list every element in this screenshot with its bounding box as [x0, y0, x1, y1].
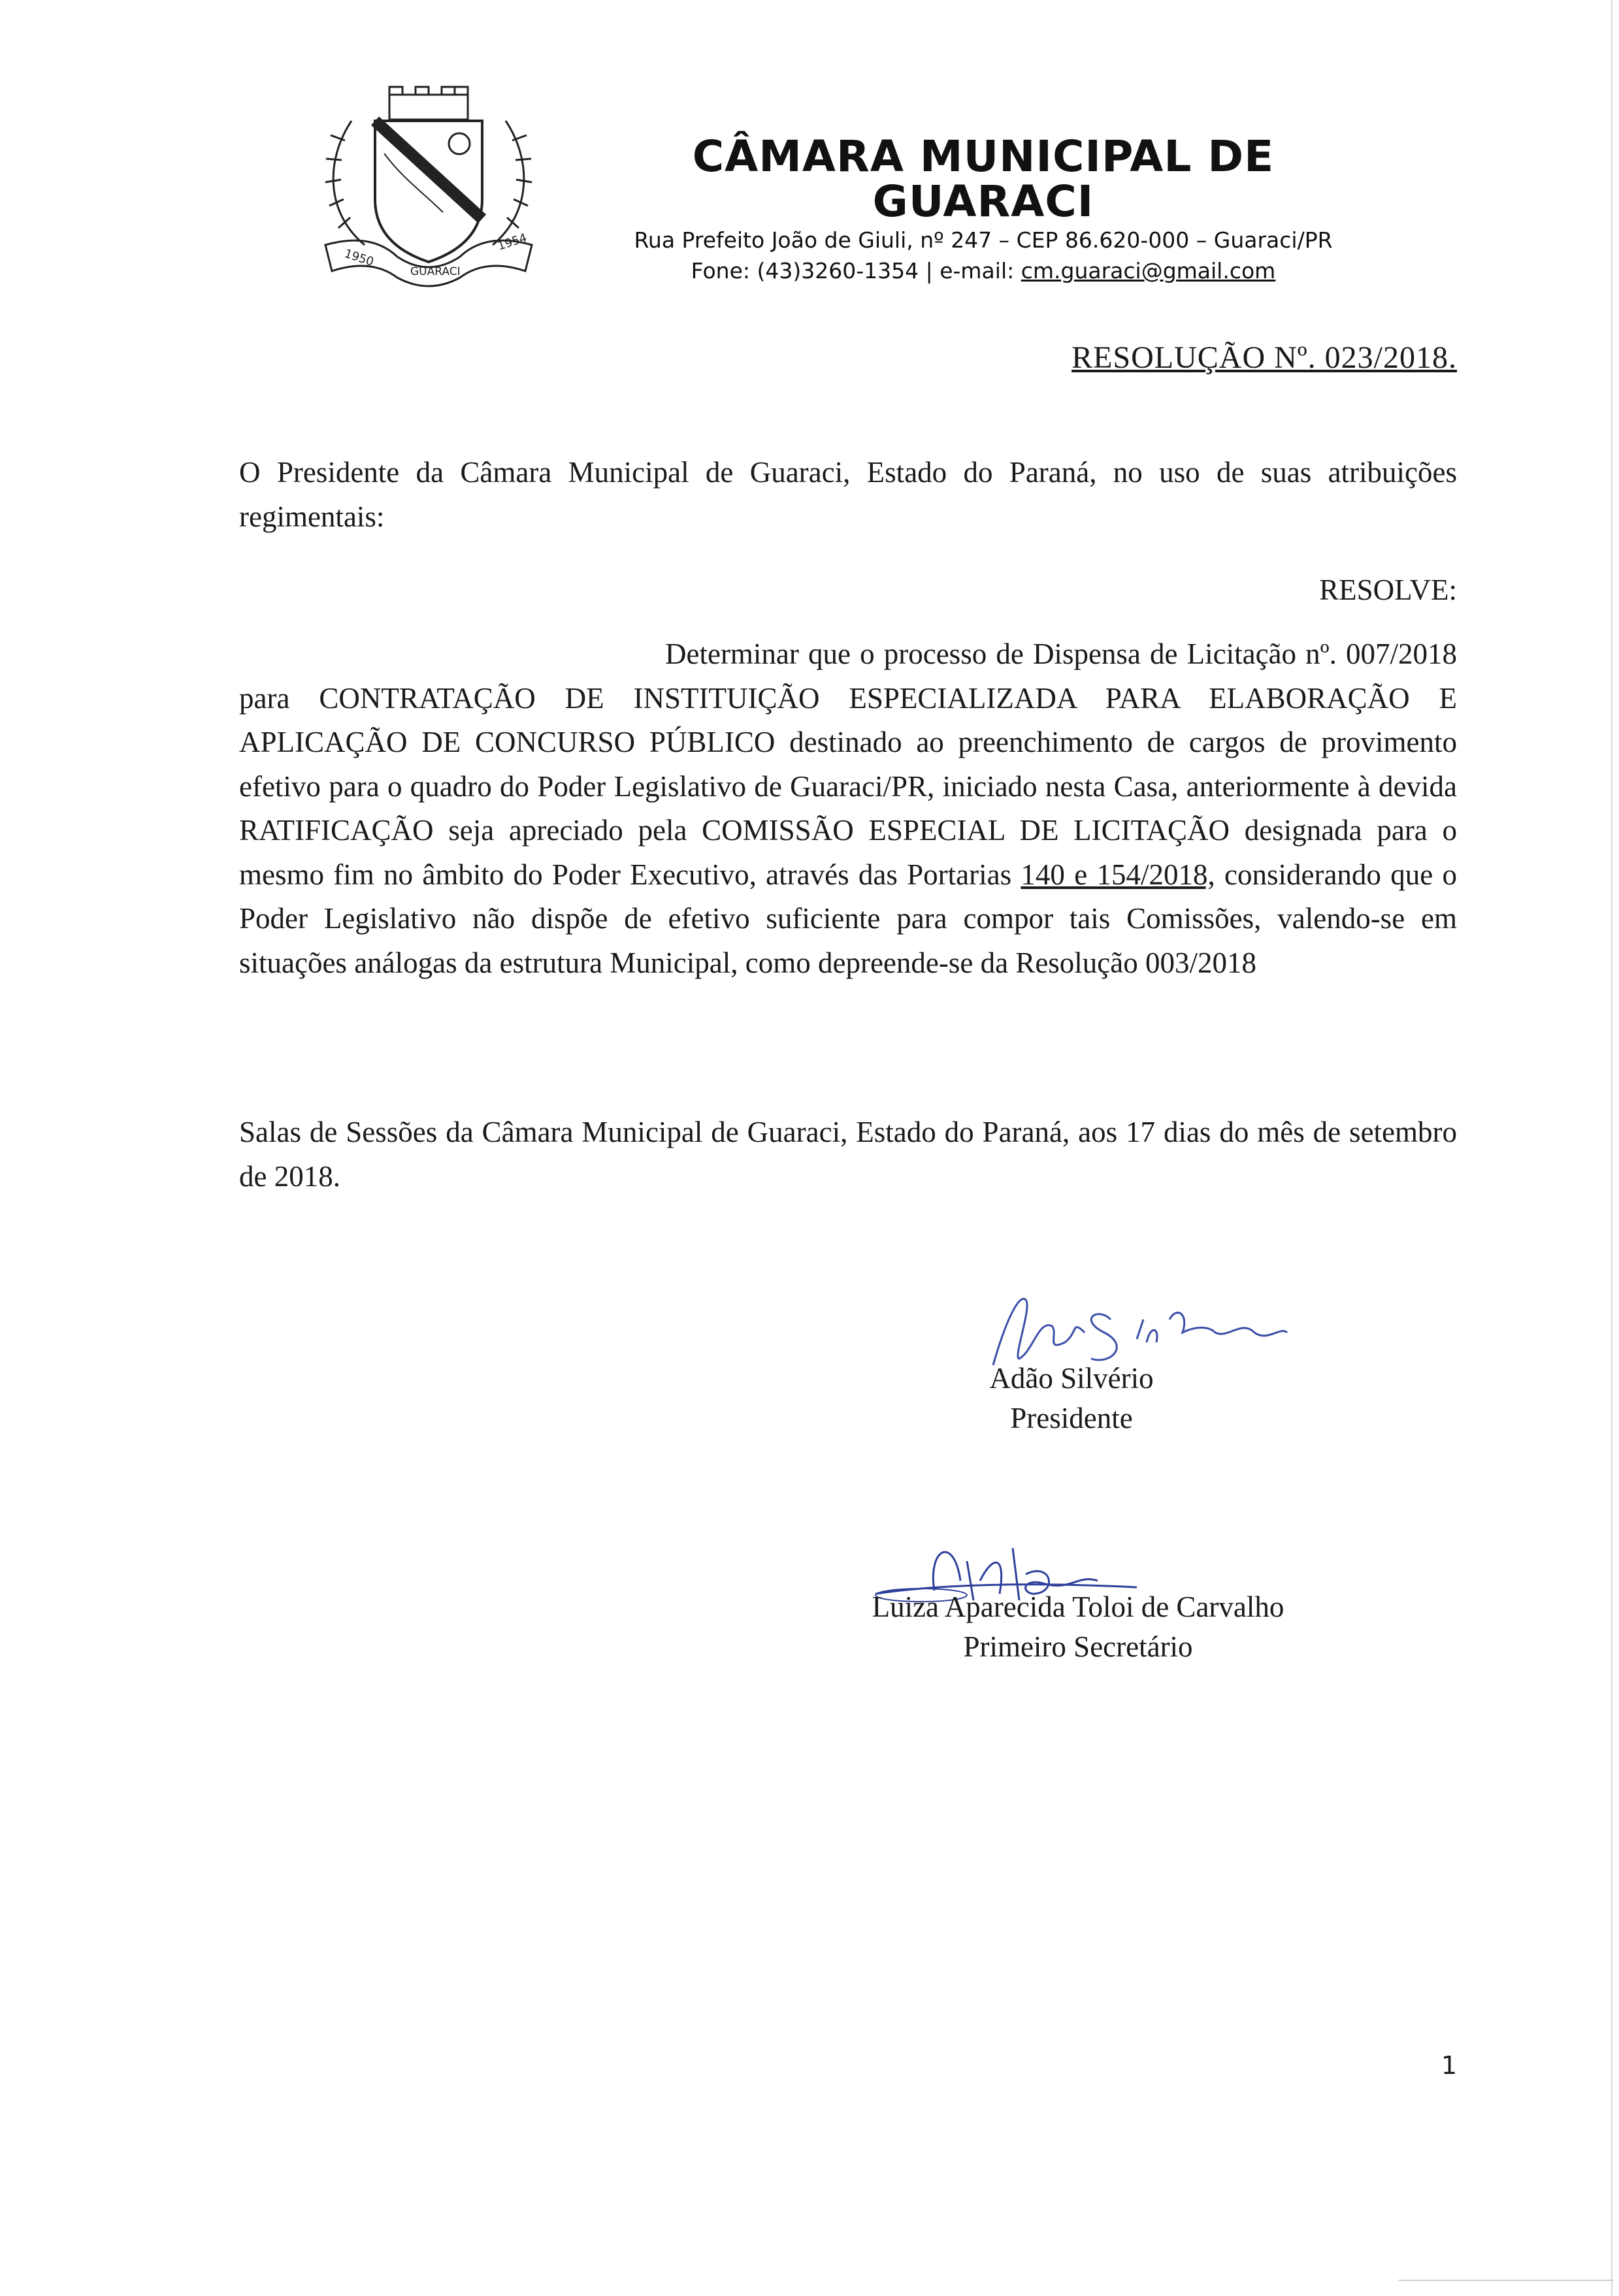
org-name: CÂMARA MUNICIPAL DE GUARACI — [692, 131, 1275, 227]
secretary-role: Primeiro Secretário — [963, 1630, 1193, 1663]
secretary-signature-block — [836, 1587, 1320, 1667]
president-name: Adão Silvério — [989, 1362, 1154, 1395]
intro-paragraph: O Presidente da Câmara Municipal de Guaraci, Estado do Paraná, no uso de suas atribuições regimentais: — [239, 456, 1457, 533]
letterhead — [575, 131, 1392, 287]
resolve-label: RESOLVE: — [1319, 574, 1457, 606]
secretary-name: Luiza Aparecida Toloi de Carvalho — [872, 1591, 1284, 1623]
coat-of-arms-icon — [312, 82, 545, 295]
portarias-reference: 140 e 154/2018, — [1021, 858, 1215, 891]
president-role: Presidente — [1010, 1401, 1133, 1434]
crest-banner-text: GUARACI — [410, 265, 461, 278]
org-address: Rua Prefeito João de Giuli, nº 247 – CEP 86.620-000 – Guaraci/PR — [634, 227, 1333, 253]
president-signature-block — [941, 1359, 1202, 1438]
main-text-part2: considerando que o Poder Legislativo não dispõe de efetivo suficiente para compor tais Comissões, valendo-se em situações análogas da estrutura Municipal, como depreende-se da Resolução 003/2018 — [239, 858, 1457, 979]
closing-paragraph: Salas de Sessões da Câmara Municipal de Guaraci, Estado do Paraná, aos 17 dias do mês de setembro de 2018. — [239, 1116, 1457, 1193]
page-number: 1 — [1441, 2051, 1457, 2080]
scan-edge-divider — [1611, 0, 1612, 2296]
contact-phone: Fone: (43)3260-1354 | e-mail: — [691, 258, 1021, 284]
org-contact — [575, 255, 1392, 287]
scan-edge-divider-bottom — [1398, 2280, 1614, 2281]
main-text-part1: Determinar que o processo de Dispensa de Licitação nº. 007/2018 para CONTRATAÇÃO DE INSTITUIÇÃO ESPECIALIZADA PARA ELABORAÇÃO E APLICAÇÃO DE CONCURSO PÚBLICO destinado ao preenchimento de cargos de provimento efetivo para o quadro do Poder Legislativo de Guaraci/PR, iniciado nesta Casa, anteriormente à devida RATIFICAÇÃO seja apreciado pela COMISSÃO ESPECIAL DE LICITAÇÃO designada para o mesmo fim no âmbito do Poder Executivo, através das Portarias — [239, 638, 1457, 891]
resolution-title: RESOLUÇÃO Nº. 023/2018. — [1071, 340, 1457, 375]
crest-year-left: 1950 — [342, 246, 376, 269]
main-paragraph — [239, 632, 1457, 985]
crest-year-right: 1954 — [496, 231, 529, 253]
contact-email-link[interactable]: cm.guaraci@gmail.com — [1021, 258, 1276, 284]
